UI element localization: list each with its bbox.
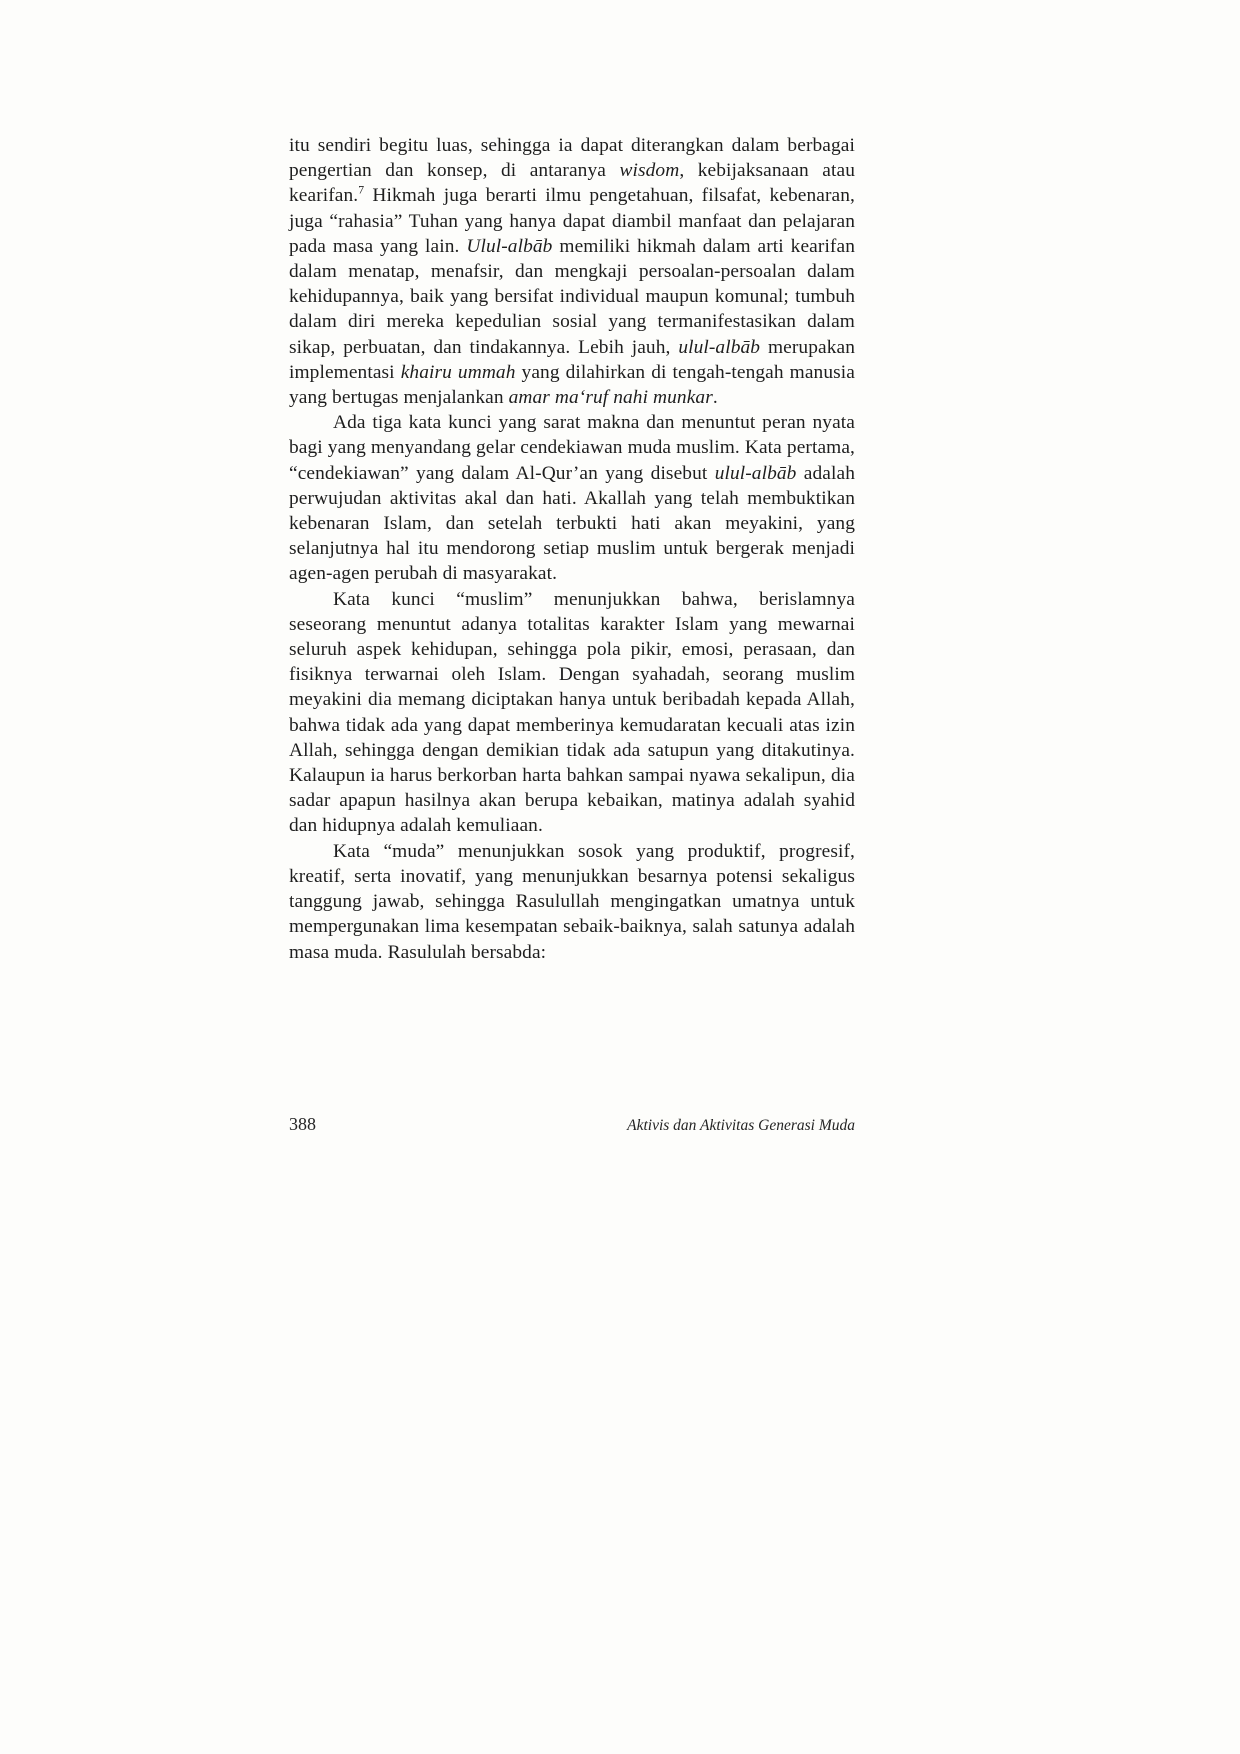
footnote-ref: 7 [358,183,365,197]
running-title: Aktivis dan Aktivitas Generasi Muda [627,1117,855,1134]
text-run: memiliki hikmah dalam arti kearifan dalam menatap, menafsir, dan mengkaji persoalan-persoalan dalam kehidupannya, baik yang bersifat individual maupun komunal; tumbuh dalam diri mereka kepedulian sosial yang termanifestasikan dalam sikap, perbuatan, dan tindakannya. Lebih jauh, [289,235,855,358]
text-run: Ada tiga kata kunci yang sarat makna dan menuntut peran nyata bagi yang menyandang gelar cendekiawan muda muslim. Kata pertama, “cendekiawan” yang dalam Al-Qur’an yang disebut [289,412,855,484]
text-run: adalah perwujudan aktivitas akal dan hati. Akallah yang telah membuktikan kebenaran Islam, dan setelah terbukti hati akan meyakini, yang selanjutnya hal itu mendorong setiap muslim untuk bergerak menjadi agen-agen perubah di masyarakat. [289,462,855,585]
text-run: merupakan implementasi [289,336,855,383]
text-run: Kata kunci “muslim” menunjukkan bahwa, berislamnya seseorang menuntut adanya totalitas karakter Islam yang mewarnai seluruh aspek kehidupan, sehingga pola pikir, emosi, perasaan, dan fisiknya terwarnai oleh Islam. Dengan syahadah, seorang muslim meyakini dia memang diciptakan hanya untuk beribadah kepada Allah, bahwa tidak ada yang dapat memberinya kemudaratan kecuali atas izin Allah, sehingga dengan demikian tidak ada satupun yang ditakutinya. Kalaupun ia harus berkorban harta bahkan sampai nyawa sekalipun, dia sadar apapun hasilnya akan berupa kebaikan, matinya adalah syahid dan hidupnya adalah kemuliaan. [289,588,855,837]
text-block [289,133,855,965]
italic-run: ulul-albāb [678,336,761,358]
italic-run: khairu ummah [400,361,516,383]
paragraph [289,410,855,586]
paragraph [289,133,855,410]
text-run: . [712,387,718,409]
italic-run: wisdom [619,160,680,182]
text-run: Hikmah juga berarti ilmu pengetahuan, filsafat, kebenaran, juga “rahasia” Tuhan yang hanya dapat diambil manfaat dan pelajaran pada masa yang lain. [289,185,855,257]
page-number: 388 [289,1114,316,1134]
italic-run: amar ma‘ruf nahi munkar [508,387,713,409]
page-footer [289,1114,855,1135]
text-run: Kata “muda” menunjukkan sosok yang produktif, progresif, kreatif, serta inovatif, yang menunjukkan besarnya potensi sekaligus tanggung jawab, sehingga Rasulullah mengingatkan umatnya untuk mempergunakan lima kesempatan sebaik-baiknya, salah satunya adalah masa muda. Rasululah bersabda: [289,840,855,963]
text-run: , kebijaksanaan atau kearifan. [289,160,855,207]
text-run: yang dilahirkan di tengah-tengah manusia yang bertugas menjalankan [289,361,855,409]
italic-run: ulul-albāb [714,462,797,484]
paragraph [289,839,855,965]
text-run: itu sendiri begitu luas, sehingga ia dapat diterangkan dalam berbagai pengertian dan konsep, di antaranya [289,135,855,182]
italic-run: Ulul-albāb [466,235,553,257]
paragraph [289,587,855,839]
